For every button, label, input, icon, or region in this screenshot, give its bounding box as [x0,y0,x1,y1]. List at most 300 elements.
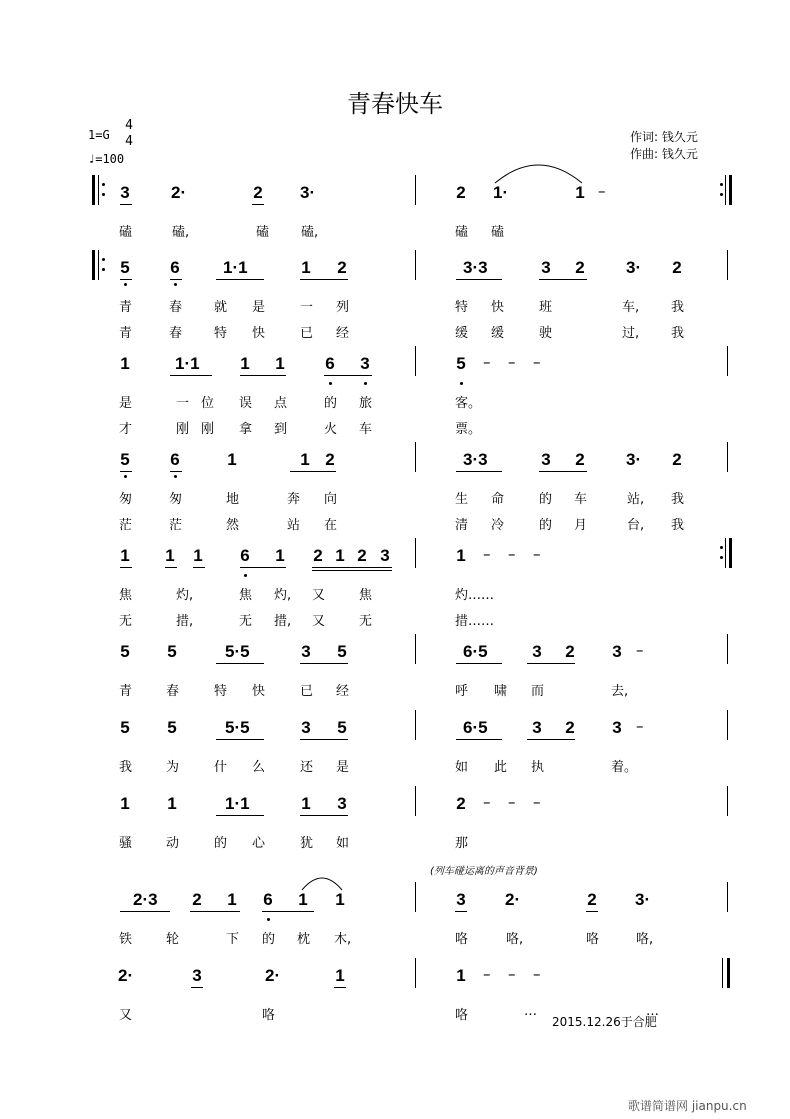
lyric-verse2: 刚 [201,422,215,437]
lyric-verse1: 快 [491,300,505,315]
lyric-verse1: 点 [274,396,288,411]
sustain-dash: – [508,965,516,983]
jianpu-note: 6 [325,354,335,373]
jianpu-note: 3 [532,642,542,661]
jianpu-note: 5 [120,258,130,277]
lyric-verse2: 然 [226,518,240,533]
lyric-verse1: 匆 [169,492,183,507]
lyric-verse1: 是 [252,300,266,315]
lyric-verse2: 措, [176,614,194,629]
duration-underline [312,567,392,568]
lyric-verse2: 已 [300,326,314,341]
lyric-verse2: 无 [119,614,133,629]
jianpu-note: 2 [565,642,575,661]
jianpu-note: 1 [335,966,345,985]
repeat-dot [720,183,723,186]
lyric-verse2: 刚 [176,422,190,437]
bar-line [415,882,416,912]
jianpu-note: 3·3 [463,258,488,277]
lyric-verse1: 动 [166,836,180,851]
jianpu-note: 1 [300,450,310,469]
jianpu-note: 5 [167,718,177,737]
lyric-verse2: 茫 [169,518,183,533]
lyric-verse1: 地 [226,492,240,507]
duration-underline [586,911,598,912]
low-octave-dot [364,382,367,385]
tempo-mark [88,152,124,166]
jianpu-note: 1 [456,546,466,565]
lyric-verse1: 我 [671,300,685,315]
jianpu-note: 6 [263,890,273,909]
time-sig-top: 4 [125,118,133,133]
bar-line [415,442,416,472]
jianpu-note: 1 [120,546,130,565]
lyric-verse1: 么 [252,760,266,775]
sustain-dash: – [533,965,541,983]
lyric-verse2: 驶 [539,326,553,341]
lyric-verse1: 咯, [636,932,654,947]
duration-underline [300,663,348,664]
low-octave-dot [267,918,270,921]
lyric-verse1: 班 [539,300,553,315]
duration-underline [240,375,286,376]
jianpu-note: 1 [456,966,466,985]
lyric-verse1: 车 [574,492,588,507]
lyric-verse1: 向 [324,492,338,507]
bar-line [415,538,416,568]
lyric-verse1: 旅 [359,396,373,411]
repeat-end-thin [725,175,726,205]
duration-underline [170,471,182,472]
duration-underline [165,567,177,568]
repeat-dot [102,268,105,271]
jianpu-note: 2 [192,890,202,909]
slur-tie [302,878,342,892]
jianpu-note: 1 [275,546,285,565]
lyric-verse2: 茫 [119,518,133,533]
lyric-verse1: 的 [262,932,276,947]
jianpu-note: 3 [301,718,311,737]
lyric-verse1: 客。 [455,396,482,411]
duration-underline [324,375,372,376]
lyric-verse1: 咯 [455,932,469,947]
lyric-verse2: 过, [622,326,640,341]
lyric-verse1: 执 [531,760,545,775]
lyric-verse1: 磕, [301,225,319,240]
watermark: 歌谱简谱网 jianpu.cn [628,1099,747,1113]
jianpu-note: 3 [192,966,202,985]
lyric-verse2: 冷 [491,518,505,533]
bar-line [727,786,728,816]
jianpu-note: 5 [120,450,130,469]
duration-underline [240,567,286,568]
lyric-verse1: 又 [312,588,326,603]
jianpu-note: 5 [337,718,347,737]
repeat-end-thick [729,175,732,205]
lyric-verse1: 焦 [359,588,373,603]
lyric-verse1: 那 [455,836,469,851]
duration-underline [120,279,132,280]
jianpu-note: 2 [313,546,323,565]
duration-underline [300,279,348,280]
duration-underline [300,739,348,740]
duration-underline [262,911,314,912]
bar-line [415,175,416,205]
duration-underline [120,911,170,912]
lyric-verse1: 生 [455,492,469,507]
low-octave-dot [244,574,247,577]
jianpu-note: 6·5 [463,642,488,661]
jianpu-note: 1 [227,890,237,909]
repeat-dot [102,193,105,196]
lyric-verse1: 焦 [239,588,253,603]
lyric-verse1: 呼 [455,684,469,699]
composer-credit: 作曲: 钱久元 [630,147,698,161]
lyric-verse1: 快 [252,684,266,699]
composition-date: 2015.12.26于合肥 [552,1015,657,1029]
jianpu-note: 3· [626,450,642,469]
lyric-verse1: 的 [214,836,228,851]
lyric-verse2: 票。 [455,422,482,437]
jianpu-note: 5 [120,642,130,661]
lyric-verse1: 此 [494,760,508,775]
lyric-verse1: 磕 [256,225,270,240]
jianpu-note: 3 [532,718,542,737]
lyric-verse2: 我 [671,518,685,533]
lyric-verse1: 咯 [262,1008,276,1023]
jianpu-note: 1 [120,794,130,813]
jianpu-note: 1 [167,794,177,813]
jianpu-note: 3 [456,890,466,909]
lyricist-credit: 作词: 钱久元 [630,130,698,144]
jianpu-note: 1 [193,546,203,565]
low-octave-dot [174,283,177,286]
lyric-verse2: 缓 [491,326,505,341]
bar-line [727,634,728,664]
duration-underline [193,567,205,568]
bar-line [415,786,416,816]
lyric-verse2: 台, [627,518,645,533]
lyric-verse1: 就 [214,300,228,315]
time-sig-bottom: 4 [125,134,133,149]
lyric-verse1: 心 [252,836,266,851]
lyric-verse2: 措, [274,614,292,629]
jianpu-note: 2 [337,258,347,277]
lyric-verse1: 位 [201,396,215,411]
lyric-verse1: 着。 [611,760,638,775]
lyric-verse1: 下 [226,932,240,947]
jianpu-note: 5·5 [225,718,250,737]
jianpu-note: 1·1 [223,258,248,277]
lyric-verse2: 特 [214,326,228,341]
lyric-verse2: 又 [312,614,326,629]
jianpu-note: 1 [301,794,311,813]
lyric-verse1: 我 [119,760,133,775]
lyric-verse1: 青 [119,300,133,315]
lyric-verse1: 青 [119,684,133,699]
sustain-dash: – [636,717,644,735]
jianpu-note: 1 [335,546,345,565]
lyric-verse1: 特 [214,684,228,699]
lyric-verse1: 春 [169,300,183,315]
quarter-note-icon: ♩ [88,152,96,166]
duration-underline [539,471,587,472]
sustain-dash: – [483,545,491,563]
jianpu-note: 2 [325,450,335,469]
lyric-verse2: 站 [287,518,301,533]
bar-line [727,882,728,912]
lyric-verse1: 的 [324,396,338,411]
jianpu-note: 1 [165,546,175,565]
lyric-verse1: 车, [622,300,640,315]
repeat-start-thick [92,250,95,280]
lyric-verse2: 火 [324,422,338,437]
key-signature: 1=G [88,128,110,142]
lyric-verse2: 青 [119,326,133,341]
lyric-verse2: 才 [119,422,133,437]
repeat-start-thick [92,175,95,205]
lyric-verse2: 车 [359,422,373,437]
bar-line [415,710,416,740]
bar-line [727,442,728,472]
lyric-verse1: 磕 [119,225,133,240]
jianpu-note: 2 [575,258,585,277]
jianpu-note: 1·1 [175,354,200,373]
jianpu-note: 5 [456,354,466,373]
sustain-dash: – [483,965,491,983]
bar-line [415,250,416,280]
lyric-verse2: 快 [252,326,266,341]
lyric-verse1: 去, [611,684,629,699]
lyric-verse1: 枕 [297,932,311,947]
lyric-verse1: 灼…… [455,588,495,603]
sustain-dash: – [533,545,541,563]
lyric-verse1: 而 [531,684,545,699]
jianpu-note: 3· [300,183,316,202]
lyric-verse1: 我 [671,492,685,507]
lyric-verse2: 月 [574,518,588,533]
jianpu-note: 2 [565,718,575,737]
lyric-verse1: 轮 [166,932,180,947]
jianpu-note: 2 [672,450,682,469]
jianpu-note: 1 [227,450,237,469]
lyric-verse1: 误 [239,396,253,411]
duration-underline [216,279,264,280]
jianpu-note: 1 [275,354,285,373]
jianpu-note: 5 [120,718,130,737]
jianpu-note: 2·3 [133,890,158,909]
lyric-verse1: 特 [455,300,469,315]
final-bar-thin [722,958,723,988]
repeat-dot [720,546,723,549]
duration-underline [455,911,467,912]
jianpu-note: 2· [265,966,281,985]
duration-underline [120,204,132,205]
duration-underline [170,279,182,280]
lyric-verse2: 无 [239,614,253,629]
low-octave-dot [124,283,127,286]
repeat-start-thin [98,175,99,205]
lyric-verse1: 春 [166,684,180,699]
sustain-dash: – [508,545,516,563]
lyric-verse1: 木, [334,932,352,947]
jianpu-note: 3 [301,642,311,661]
lyric-verse1: 奔 [287,492,301,507]
duration-underline [539,279,587,280]
duration-underline [334,987,346,988]
bar-line [415,346,416,376]
lyric-verse1: 一 [176,396,190,411]
jianpu-note: 5 [337,642,347,661]
sustain-dash: – [508,793,516,811]
lyric-verse1: 命 [491,492,505,507]
sustain-dash: – [533,353,541,371]
background-sound-note: (列车碰运离的声音背景) [430,866,538,877]
lyric-verse1: 一 [300,300,314,315]
lyric-verse1: 磕 [455,225,469,240]
repeat-start-thin [98,250,99,280]
lyric-verse1: 还 [300,760,314,775]
lyric-verse2: 在 [324,518,338,533]
duration-underline [456,739,502,740]
sustain-dash: – [598,182,606,200]
jianpu-note: 3 [337,794,347,813]
duration-underline [456,279,502,280]
slur-tie [495,165,582,185]
lyric-verse2: 缓 [455,326,469,341]
jianpu-note: 2 [357,546,367,565]
time-signature [122,118,136,150]
sustain-dash: – [636,641,644,659]
jianpu-note: 5 [167,642,177,661]
lyric-verse1: 列 [336,300,350,315]
lyric-verse1: 站, [627,492,645,507]
duration-underline [456,471,502,472]
lyric-verse1: 灼, [176,588,194,603]
duration-underline [170,375,212,376]
lyric-verse1: 犹 [300,836,314,851]
low-octave-dot [329,382,332,385]
jianpu-note: 3 [612,718,622,737]
lyric-verse2: 到 [274,422,288,437]
lyric-verse1: 如 [455,760,469,775]
duration-underline [527,739,575,740]
lyric-verse1: 是 [336,760,350,775]
jianpu-note: 6 [240,546,250,565]
jianpu-note: 3 [380,546,390,565]
sustain-dash: – [483,353,491,371]
jianpu-note: 6 [170,450,180,469]
jianpu-note: 2· [118,966,134,985]
jianpu-note: 1 [575,183,585,202]
lyric-verse1: 灼, [274,588,292,603]
jianpu-note: 5·5 [225,642,250,661]
lyric-verse1: 咯 [586,932,600,947]
jianpu-note: 3· [626,258,642,277]
duration-underline [190,911,240,912]
lyric-verse2: 春 [169,326,183,341]
song-title: 青春快车 [347,90,443,118]
duration-underline [216,739,264,740]
sustain-dash: – [533,793,541,811]
bar-line [415,634,416,664]
tempo-value: =100 [95,152,125,166]
jianpu-note: 2 [587,890,597,909]
lyric-verse1: … [524,1004,537,1019]
jianpu-note: 3· [635,890,651,909]
jianpu-note: 1 [120,354,130,373]
lyric-verse2: 我 [671,326,685,341]
lyric-verse1: 匆 [119,492,133,507]
lyric-verse1: 铁 [119,932,133,947]
lyric-verse1: 经 [336,684,350,699]
lyric-verse2: 清 [455,518,469,533]
repeat-dot [102,183,105,186]
jianpu-note: 1· [493,183,509,202]
duration-underline [290,471,336,472]
final-bar-thick [727,958,730,988]
lyric-verse1: 为 [166,760,180,775]
jianpu-note: 1 [335,890,345,909]
duration-underline [300,815,348,816]
duration-underline [120,567,132,568]
lyric-verse1: 是 [119,396,133,411]
jianpu-note: 2 [456,794,466,813]
duration-underline [252,204,264,205]
duration-underline [120,471,132,472]
jianpu-note: 3·3 [463,450,488,469]
duration-underline-double [312,570,392,571]
lyric-verse1: 磕 [491,225,505,240]
sustain-dash: – [483,793,491,811]
low-octave-dot [124,475,127,478]
lyric-verse2: 措…… [455,614,495,629]
jianpu-note: 3 [541,450,551,469]
jianpu-note: 6·5 [463,718,488,737]
jianpu-note: 3 [612,642,622,661]
jianpu-note: 1 [298,890,308,909]
jianpu-note: 2· [505,890,521,909]
bar-line [727,250,728,280]
jianpu-note: 2 [672,258,682,277]
low-octave-dot [174,475,177,478]
lyric-verse1: 焦 [119,588,133,603]
jianpu-note: 3 [120,183,130,202]
lyric-verse1: 咯, [506,932,524,947]
jianpu-note: 1·1 [225,794,250,813]
lyric-verse1: 又 [119,1008,133,1023]
repeat-dot [720,193,723,196]
jianpu-note: 2 [253,183,263,202]
lyric-verse1: 骚 [119,836,133,851]
duration-underline [456,663,502,664]
sustain-dash: – [508,353,516,371]
jianpu-note: 2· [171,183,187,202]
duration-underline [191,987,203,988]
jianpu-note: 3 [541,258,551,277]
bar-line [415,958,416,988]
lyric-verse1: 如 [336,836,350,851]
lyric-verse1: 什 [214,760,228,775]
low-octave-dot [460,382,463,385]
lyric-verse2: 无 [359,614,373,629]
lyric-verse1: … [646,1004,659,1019]
jianpu-note: 3 [360,354,370,373]
lyric-verse1: 啸 [494,684,508,699]
lyric-verse1: 的 [539,492,553,507]
lyric-verse1: 已 [300,684,314,699]
bar-line [727,346,728,376]
